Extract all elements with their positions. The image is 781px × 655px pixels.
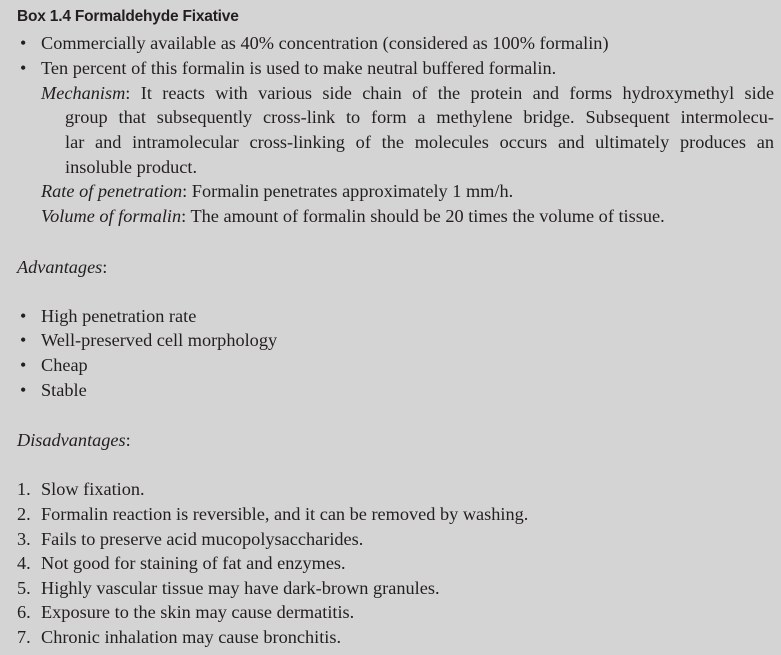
rate-label: Rate of penetration: [41, 181, 183, 201]
list-number: 2.: [17, 504, 31, 524]
bullet-icon: •: [20, 58, 27, 78]
advantage-item: High penetration rate: [41, 306, 197, 326]
bullet-icon: •: [20, 380, 27, 400]
bullet-icon: •: [20, 306, 27, 326]
bullet-icon: •: [20, 33, 27, 53]
volume-label: Volume of formalin: [41, 206, 182, 226]
advantage-item: Cheap: [41, 355, 88, 375]
disadvantage-item: Chronic inhalation may cause bronchitis.: [41, 627, 342, 647]
list-number: 4.: [17, 553, 31, 573]
intro-bullet-1: Commercially available as 40% concentration (considered as 100% formalin): [41, 33, 609, 53]
mechanism-label: Mechanism: [41, 83, 126, 103]
disadvantage-item: Not good for staining of fat and enzymes.: [41, 553, 346, 573]
disadvantage-item: Formalin reaction is reversible, and it can be removed by washing.: [41, 504, 529, 524]
volume-of-formalin: Volume of formalin: The amount of formalin should be 20 times the volume of tissue.: [41, 206, 665, 226]
intro-bullet-2: Ten percent of this formalin is used to make neutral buffered formalin.: [41, 58, 557, 78]
disadvantage-item: Exposure to the skin may cause dermatitis.: [41, 602, 355, 622]
disadvantage-item: Fails to preserve acid mucopolysaccharides.: [41, 529, 364, 549]
rate-of-penetration: Rate of penetration: Formalin penetrates approximately 1 mm/h.: [41, 181, 514, 201]
mechanism-line-2: group that subsequently cross-link to form a methylene bridge. Subsequent intermolecu-: [65, 107, 774, 127]
list-number: 3.: [17, 529, 31, 549]
disadvantage-item: Slow fixation.: [41, 479, 145, 499]
bullet-icon: •: [20, 355, 27, 375]
box-title: Box 1.4 Formaldehyde Fixative: [17, 8, 239, 25]
list-number: 1.: [17, 479, 31, 499]
advantage-item: Well-preserved cell morphology: [41, 330, 278, 350]
mechanism-line-3: lar and intramolecular cross-linking of the molecules occurs and ultimately produces an: [65, 132, 774, 152]
advantages-heading: Advantages:: [17, 257, 108, 277]
list-number: 7.: [17, 627, 31, 647]
list-number: 6.: [17, 602, 31, 622]
list-number: 5.: [17, 578, 31, 598]
disadvantage-item: Highly vascular tissue may have dark-brown granules.: [41, 578, 440, 598]
disadvantages-heading: Disadvantages:: [17, 430, 131, 450]
mechanism-line-4: insoluble product.: [65, 157, 198, 177]
advantage-item: Stable: [41, 380, 87, 400]
bullet-icon: •: [20, 330, 27, 350]
mechanism-line-1: Mechanism: It reacts with various side chain of the protein and forms hydroxymethyl side: [41, 83, 774, 103]
